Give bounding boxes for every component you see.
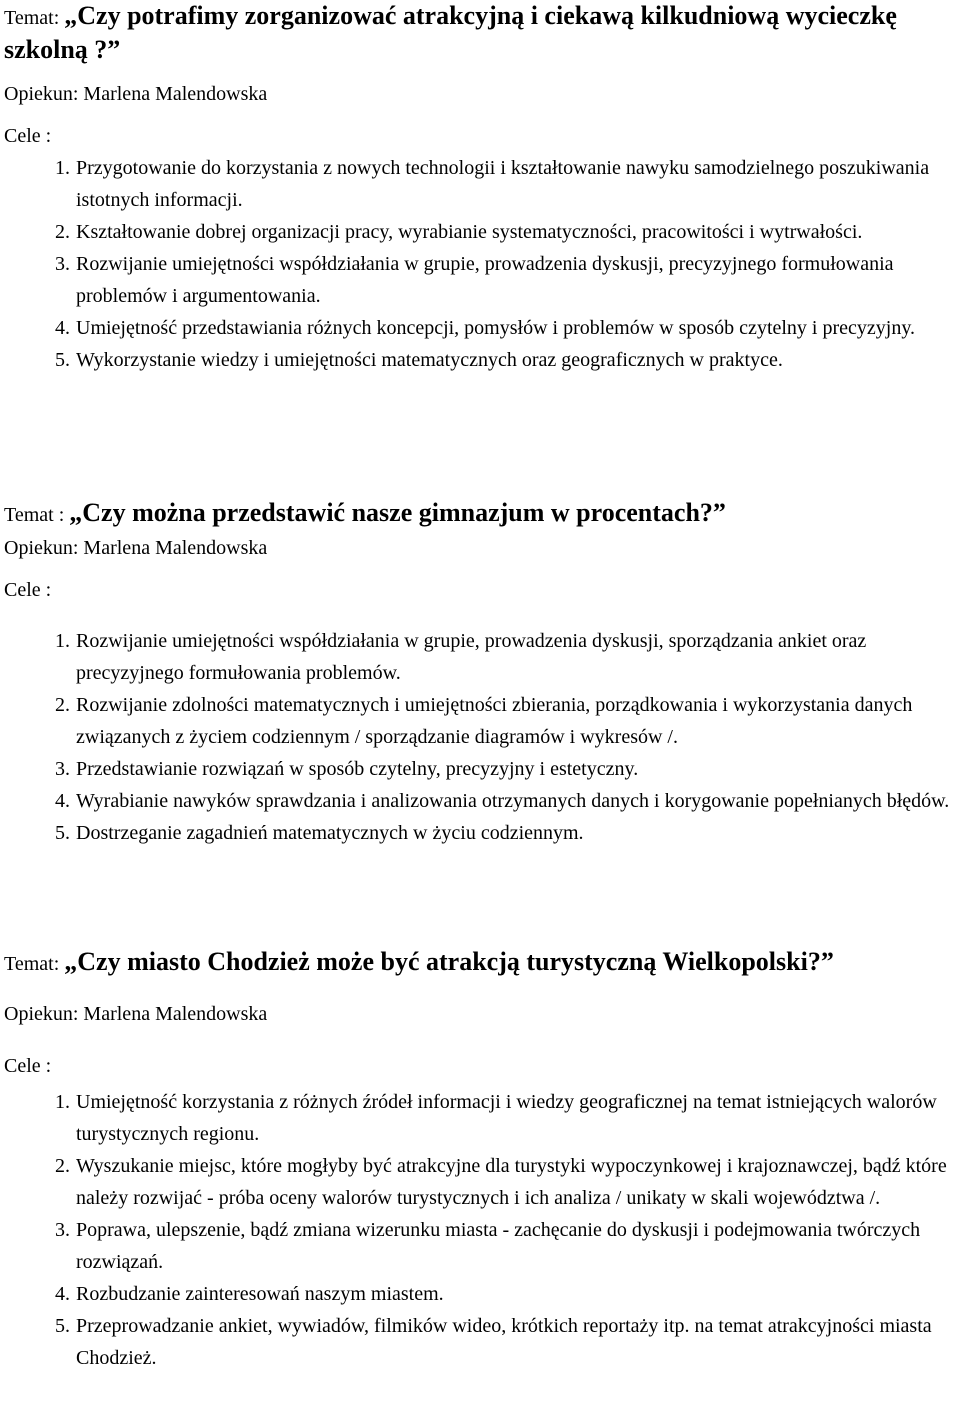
goal-item xyxy=(4,1278,960,1310)
goal-number: 5. xyxy=(55,822,70,844)
goal-text: Wyrabianie nawyków sprawdzania i analizowania otrzymanych danych i korygowanie popełnianych błędów. xyxy=(76,790,950,812)
topic-text: „Czy potrafimy zorganizować atrakcyjną i ciekawą kilkudniową wycieczkę szkolną ?” xyxy=(4,1,897,64)
goal-item xyxy=(4,753,960,785)
goal-text: Rozwijanie umiejętności współdziałania w grupie, prowadzenia dyskusji, precyzyjnego formułowania problemów i argumentowania. xyxy=(76,253,894,307)
goal-number: 2. xyxy=(55,694,70,716)
goal-item xyxy=(4,312,960,344)
goal-number: 3. xyxy=(55,1219,70,1241)
goal-number: 3. xyxy=(55,253,70,275)
goal-text: Rozbudzanie zainteresowań naszym miastem. xyxy=(76,1283,444,1305)
goal-item xyxy=(4,248,960,312)
goal-text: Dostrzeganie zagadnień matematycznych w życiu codziennym. xyxy=(76,822,584,844)
goal-text: Przygotowanie do korzystania z nowych technologii i kształtowanie nawyku samodzielnego poszukiwania istotnych informacji. xyxy=(76,157,930,211)
goal-item xyxy=(4,625,960,689)
goal-number: 4. xyxy=(55,790,70,812)
goal-text: Poprawa, ulepszenie, bądź zmiana wizerunku miasta - zachęcanie do dyskusji i podejmowania twórczych rozwiązań. xyxy=(76,1219,921,1273)
goal-text: Rozwijanie zdolności matematycznych i umiejętności zbierania, porządkowania i wykorzystania danych związanych z życiem codziennym / sporządzanie diagramów i wykresów /. xyxy=(76,694,913,748)
goal-item xyxy=(4,216,960,248)
supervisor-line: Opiekun: Marlena Malendowska xyxy=(4,537,268,559)
goals-heading: Cele : xyxy=(4,125,52,147)
goal-item xyxy=(4,1150,960,1214)
goal-number: 3. xyxy=(55,758,70,780)
goal-item xyxy=(4,1310,960,1374)
goal-number: 5. xyxy=(55,1315,70,1337)
goal-item xyxy=(4,785,960,817)
goals-heading: Cele : xyxy=(4,1055,52,1077)
goal-item xyxy=(4,1214,960,1278)
goal-text: Przedstawianie rozwiązań w sposób czytelny, precyzyjny i estetyczny. xyxy=(76,758,639,780)
topic-title xyxy=(4,946,960,980)
goals-heading: Cele : xyxy=(4,579,52,601)
topic-text: „Czy miasto Chodzież może być atrakcją turystyczną Wielkopolski?” xyxy=(64,947,834,976)
goal-number: 2. xyxy=(55,221,70,243)
goals-list xyxy=(4,1086,960,1374)
goal-number: 1. xyxy=(55,157,70,179)
goal-text: Wykorzystanie wiedzy i umiejętności matematycznych oraz geograficznych w praktyce. xyxy=(76,349,783,371)
topic-section-1 xyxy=(4,0,960,376)
supervisor-line: Opiekun: Marlena Malendowska xyxy=(4,1003,268,1025)
topic-label: Temat: xyxy=(4,953,65,975)
goals-list xyxy=(4,152,960,376)
goal-text: Umiejętność korzystania z różnych źródeł informacji i wiedzy geograficznej na temat istniejących walorów turystycznych regionu. xyxy=(76,1091,937,1145)
goal-item xyxy=(4,689,960,753)
topic-title xyxy=(4,0,960,68)
goal-item xyxy=(4,152,960,216)
goal-item xyxy=(4,344,960,376)
goal-number: 1. xyxy=(55,1091,70,1113)
goal-text: Umiejętność przedstawiania różnych koncepcji, pomysłów i problemów w sposób czytelny i precyzyjny. xyxy=(76,317,916,339)
goal-number: 1. xyxy=(55,630,70,652)
topic-text: „Czy można przedstawić nasze gimnazjum w procentach?” xyxy=(69,498,726,527)
goal-text: Kształtowanie dobrej organizacji pracy, wyrabianie systematyczności, pracowitości i wytrwałości. xyxy=(76,221,863,243)
goals-list xyxy=(4,625,960,849)
supervisor-line: Opiekun: Marlena Malendowska xyxy=(4,83,268,105)
topic-title xyxy=(4,497,960,531)
goal-text: Rozwijanie umiejętności współdziałania w grupie, prowadzenia dyskusji, sporządzania ankiet oraz precyzyjnego formułowania problemów. xyxy=(76,630,867,684)
topic-label: Temat : xyxy=(4,504,70,526)
topic-section-3 xyxy=(4,946,960,1374)
goal-item xyxy=(4,817,960,849)
topic-label: Temat: xyxy=(4,7,65,29)
goal-text: Przeprowadzanie ankiet, wywiadów, filmików wideo, krótkich reportaży itp. na temat atrakcyjności miasta Chodzież. xyxy=(76,1315,932,1369)
goal-number: 2. xyxy=(55,1155,70,1177)
goal-text: Wyszukanie miejsc, które mogłyby być atrakcyjne dla turystyki wypoczynkowej i krajoznawczej, bądź które należy rozwijać - próba oceny walorów turystycznych i ich analiza / unikaty w skali województwa /. xyxy=(76,1155,947,1209)
goal-number: 5. xyxy=(55,349,70,371)
goal-item xyxy=(4,1086,960,1150)
goal-number: 4. xyxy=(55,317,70,339)
goal-number: 4. xyxy=(55,1283,70,1305)
topic-section-2 xyxy=(4,497,960,849)
